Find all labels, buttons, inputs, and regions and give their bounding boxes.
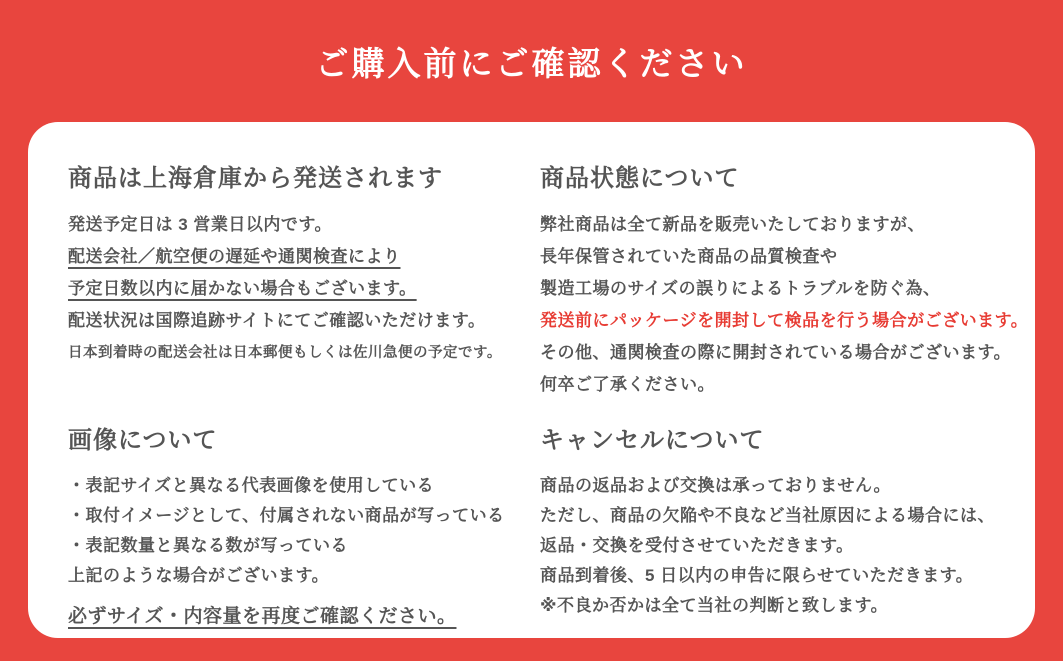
images-emphasis-line: 必ずサイズ・内容量を再度ご確認ください。 xyxy=(68,606,457,627)
condition-line: 製造工場のサイズの誤りによるトラブルを防ぐ為、 xyxy=(540,279,941,298)
images-bullet: ・取付イメージとして、付属されない商品が写っている xyxy=(68,506,505,525)
page-title: ご購入前にご確認ください xyxy=(315,44,748,82)
notice-card xyxy=(28,122,1035,638)
shipping-line: 発送予定日は 3 営業日以内です。 xyxy=(68,215,333,234)
images-bullet: ・表記サイズと異なる代表画像を使用している xyxy=(68,476,435,495)
images-line: 上記のような場合がございます。 xyxy=(68,566,330,585)
banner-header xyxy=(0,0,1063,122)
condition-heading: 商品状態について xyxy=(540,165,740,192)
section-cancel xyxy=(540,420,1005,638)
condition-line: 長年保管されていた商品の品質検査や xyxy=(540,247,838,266)
cancel-line: 商品の返品および交換は承っておりません。 xyxy=(540,476,892,495)
section-condition xyxy=(540,158,1029,406)
cancel-heading: キャンセルについて xyxy=(540,427,765,454)
images-bullet: ・表記数量と異なる数が写っている xyxy=(68,536,348,555)
shipping-line-underlined: 配送会社／航空便の遅延や通関検査により xyxy=(68,247,401,266)
condition-warning-line: 発送前にパッケージを開封して検品を行う場合がございます。 xyxy=(540,311,1029,330)
shipping-line: 配送状況は国際追跡サイトにてご確認いただけます。 xyxy=(68,311,486,330)
cancel-line: ※不良か否かは全て当社の判断と致します。 xyxy=(540,596,889,615)
cancel-line: 商品到着後、5 日以内の申告に限らせていただきます。 xyxy=(540,566,974,585)
condition-line: 弊社商品は全て新品を販売いたしておりますが、 xyxy=(540,215,925,234)
section-shipping xyxy=(68,158,540,406)
cancel-line: ただし、商品の欠陥や不良など当社原因による場合には、 xyxy=(540,506,995,525)
images-heading: 画像について xyxy=(68,427,218,454)
shipping-line-underlined: 予定日数以内に届かない場合もございます。 xyxy=(68,279,417,298)
condition-line: その他、通関検査の際に開封されている場合がございます。 xyxy=(540,343,1012,362)
shipping-heading: 商品は上海倉庫から発送されます xyxy=(68,165,443,192)
condition-line: 何卒ご了承ください。 xyxy=(540,375,715,394)
section-images xyxy=(68,420,540,638)
cancel-line: 返品・交換を受付させていただきます。 xyxy=(540,536,854,555)
shipping-footnote: 日本到着時の配送会社は日本郵便もしくは佐川急便の予定です。 xyxy=(68,345,502,361)
